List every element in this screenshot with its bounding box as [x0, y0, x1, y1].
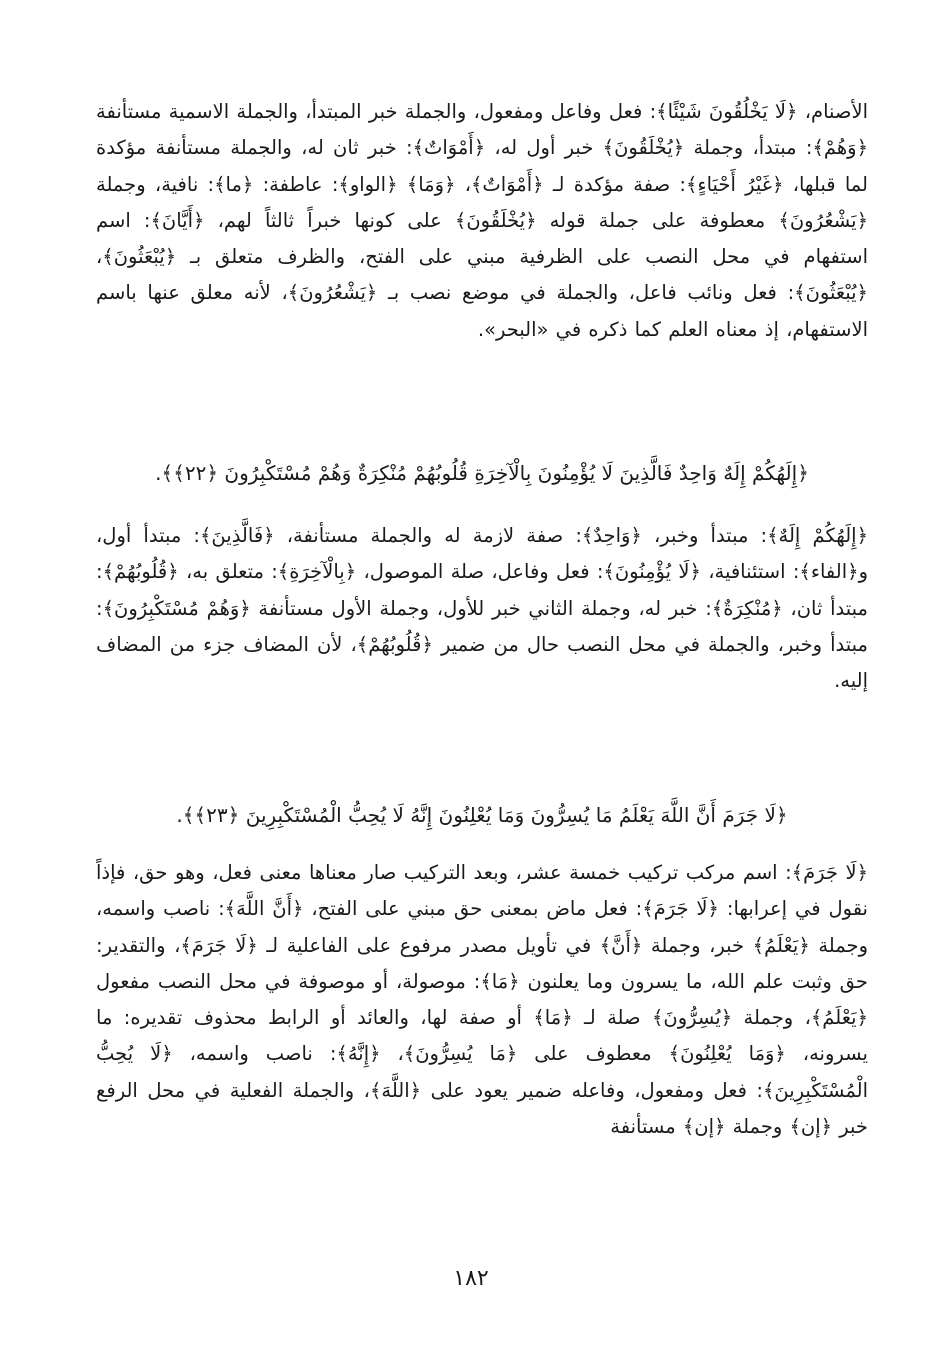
quran-verse-22: ﴿إِلَهُكُمْ إِلَهٌ وَاحِدٌ فَالَّذِينَ لَا يُؤْمِنُونَ بِالْآخِرَةِ قُلُوبُهُمْ مُنْكِرَةٌ وَهُمْ مُسْتَكْبِرُونَ ﴿٢٢﴾﴾. — [155, 461, 809, 485]
quran-verse-23: ﴿لَا جَرَمَ أَنَّ اللَّهَ يَعْلَمُ مَا يُسِرُّونَ وَمَا يُعْلِنُونَ إِنَّهُ لَا يُحِبُّ الْمُسْتَكْبِرِينَ ﴿٢٣﴾﴾. — [176, 803, 788, 827]
commentary-paragraph: الأصنام، ﴿لَا يَخْلُقُونَ شَيْئًا﴾: فعل وفاعل ومفعول، والجملة خبر المبتدأ، والجملة الاسمية مستأنفة ﴿وَهُمْ﴾: مبتدأ، وجملة ﴿يُخْلَقُونَ﴾ خبر أول له، ﴿أَمْوَاتٌ﴾: خبر ثان له، والجملة مستأنفة مؤكدة لما قبلها، ﴿غَيْرُ أَحْيَاءٍ﴾: صفة مؤكدة لـ ﴿أَمْوَاتٌ﴾، ﴿وَمَا﴾ ﴿الواو﴾: عاطفة: ﴿ما﴾: نافية، وجملة ﴿يَشْعُرُونَ﴾ معطوفة على جملة قوله ﴿يُخْلَقُونَ﴾ على كونها خبراً ثالثاً لهم، ﴿أَيَّانَ﴾: اسم استفهام في محل النصب على الظرفية مبني على الفتح، والظرف متعلق بـ ﴿يُبْعَثُونَ﴾، ﴿يُبْعَثُونَ﴾: فعل ونائب فاعل، والجملة في موضع نصب بـ ﴿يَشْعُرُونَ﴾، لأنه معلق عنها باسم الاستفهام، إذ معناه العلم كما ذكره في «البحر». — [96, 100, 868, 341]
commentary-paragraph: ﴿إِلَهُكُمْ إِلَهٌ﴾: مبتدأ وخبر، ﴿وَاحِدٌ﴾: صفة لازمة له والجملة مستأنفة، ﴿فَالَّذِينَ﴾: مبتدأ أول، و﴿الفاء﴾: استئنافية، ﴿لَا يُؤْمِنُونَ﴾: فعل وفاعل، صلة الموصول، ﴿بِالْآخِرَةِ﴾: متعلق به، ﴿قُلُوبُهُمْ﴾: مبتدأ ثان، ﴿مُنْكِرَةٌ﴾: خبر له، وجملة الثاني خبر للأول، وجملة الأول مستأنفة ﴿وَهُمْ مُسْتَكْبِرُونَ﴾: مبتدأ وخبر، والجملة في محل النصب حال من ضمير ﴿قُلُوبُهُمْ﴾، لأن المضاف جزء من المضاف إليه. — [96, 524, 868, 693]
page-number: ١٨٢ — [453, 1266, 489, 1291]
commentary-paragraph: ﴿لَا جَرَمَ﴾: اسم مركب تركيب خمسة عشر، وبعد التركيب صار معناها معنى فعل، وهو حق، فإذاً نقول في إعرابها: ﴿لَا جَرَمَ﴾: فعل ماض بمعنى حق مبني على الفتح، ﴿أَنَّ اللَّهَ﴾: ناصب واسمه، وجملة ﴿يَعْلَمُ﴾ خبر، وجملة ﴿أَنَّ﴾ في تأويل مصدر مرفوع على الفاعلية لـ ﴿لَا جَرَمَ﴾، والتقدير: حق وثبت علم الله، ما يسرون وما يعلنون ﴿مَا﴾: موصولة، أو موصوفة في محل النصب مفعول ﴿يَعْلَمُ﴾، وجملة ﴿يُسِرُّونَ﴾ صلة لـ ﴿مَا﴾ أو صفة لها، والعائد أو الرابط محذوف تقديره: ما يسرونه، ﴿وَمَا يُعْلِنُونَ﴾ معطوف على ﴿مَا يُسِرُّونَ﴾، ﴿إِنَّهُ﴾: ناصب واسمه، ﴿لَا يُحِبُّ الْمُسْتَكْبِرِينَ﴾: فعل ومفعول، وفاعله ضمير يعود على ﴿اللَّهَ﴾، والجملة الفعلية في محل الرفع خبر ﴿إن﴾ وجملة ﴿إن﴾ مستأنفة — [96, 861, 868, 1139]
